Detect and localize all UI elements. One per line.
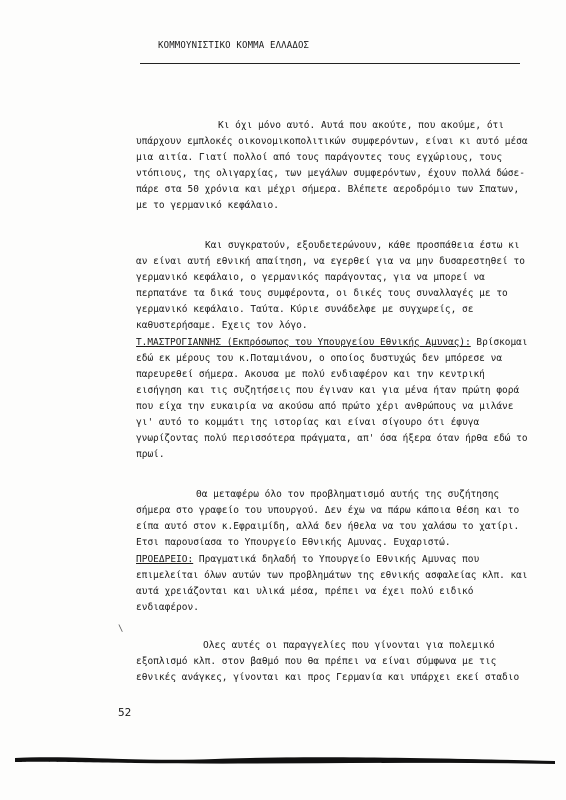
text-line: είπα αυτό στον κ.Εφραιμίδη, αλλά δεν ήθελα να του χαλάσω το χατίρι. <box>136 521 520 532</box>
text-line: εισήγηση και τις συζητήσεις που έγιναν και για μένα ήταν πρώτη φορά <box>136 385 520 396</box>
speaker-label-mastrogiannis: Τ.ΜΑΣΤΡΟΓΙΑΝΝΗΣ (Εκπρόσωπος του Υπουργείου Εθνικής Αμυνας): <box>136 337 471 348</box>
text-line: μια αιτία. Γιατί πολλοί από τους παράγοντες τους εγχώριους, τους <box>136 152 503 163</box>
text-line: ενδιαφέρον. <box>136 602 199 613</box>
speaker-label-proedreio: ΠΡΟΕΔΡΕΙΟ: <box>136 554 194 565</box>
text-line: πρωί. <box>136 449 165 460</box>
text-line: εθνικές ανάγκες, γίνονται και προς Γερμανία και υπάρχει εκεί σταδιο <box>136 672 520 683</box>
speaker-line-proedreio <box>136 554 479 566</box>
text-line: ντόπιους, της ολιγαρχίας, των μεγάλων συμφερόντων, έχουν πολλά δώσε- <box>136 168 525 179</box>
text-line: σήμερα στο γραφείο του υπουργού. Δεν έχω να πάρω κάποια θέση και το <box>136 505 520 516</box>
text-line: γερμανικό κεφάλαιο, ο γερμανικός παράγοντας, για να μπορεί να <box>136 272 485 283</box>
text-line: αν είναι αυτή εθνική απαίτηση, να εγερθεί για να μην δυσαρεστηθεί το <box>136 256 525 267</box>
party-header: ΚΟΜΜΟΥΝΙΣΤΙΚΟ ΚΟΜΜΑ ΕΛΛΑΔΟΣ <box>158 40 310 51</box>
speaker-text: Βρίσκομαι <box>470 337 528 348</box>
text-line: πάρε στα 50 χρόνια και μέχρι σήμερα. Βλέπετε αεροδρόμιο των Σπατων, <box>136 184 520 195</box>
header-rule <box>140 63 520 64</box>
text-line: Ολες αυτές οι παραγγελίες που γίνονται για πολεμικό <box>203 640 495 651</box>
text-line: εξοπλισμό κλπ. στον βαθμό που θα πρέπει να είναι σύμφωνα με τις <box>136 656 497 667</box>
text-line: εδώ εκ μέρους του κ.Ποταμιάνου, ο οποίος δυστυχώς δεν μπόρεσε να <box>136 353 503 364</box>
scan-edge-smudge <box>15 752 555 766</box>
text-line: Ετσι παρουσίασα το Υπουργείο Εθνικής Αμυνας. Ευχαριστώ. <box>136 537 451 548</box>
text-line: γι' αυτό το κομμάτι της ιστορίας και είναι σίγουρο ότι έφυγα <box>136 417 480 428</box>
text-line: αυτά χρειάζονται και υλικά μέσα, πρέπει να έχει πολύ ειδικό <box>136 586 474 597</box>
text-line: Κι όχι μόνο αυτό. Αυτά που ακούτε, που ακούμε, ότι <box>218 120 504 131</box>
stray-mark: \ <box>118 624 124 634</box>
text-line: Θα μεταφέρω όλο τον προβληματισμό αυτής της συζήτησης <box>196 489 500 500</box>
text-line: παρευρεθεί σήμερα. Ακουσα με πολύ ενδιαφέρον και την κεντρική <box>136 369 485 380</box>
text-line: που είχα την ευκαιρία να ακούσω από πρώτο χέρι ανθρώπους να μιλάνε <box>136 401 514 412</box>
text-line: επιμελείται όλων αυτών των προβλημάτων της εθνικής ασφαλείας κλπ. και <box>136 570 528 581</box>
page-number: 52 <box>118 706 132 719</box>
speaker-line-mastrogiannis <box>136 337 527 349</box>
text-line: γερμανικό κεφάλαιο. Ταύτα. Κύριε συνάδελφε με συγχωρείς, σε <box>136 304 474 315</box>
text-line: καθυστερήσαμε. Εχεις τον λόγο. <box>136 320 308 331</box>
text-line: γνωρίζοντας πολύ περισσότερα πράγματα, απ' όσα ήξερα όταν ήρθα εδώ το <box>136 433 528 444</box>
text-line: Και συγκρατούν, εξουδετερώνουν, κάθε προσπάθεια έστω κι <box>205 240 520 251</box>
text-line: περπατάνε τα δικά τους συμφέροντα, οι δικές τους συναλλαγές με το <box>136 288 508 299</box>
text-line: με το γερμανικό κεφάλαιο. <box>136 200 279 211</box>
text-line: υπάρχουν εμπλοκές οικονομικοπολιτικών συμφερόντων, είναι κι αυτό μέσα <box>136 136 528 147</box>
speaker-text: Πραγματικά δηλαδή το Υπουργείο Εθνικής Αμυνας που <box>193 554 480 565</box>
